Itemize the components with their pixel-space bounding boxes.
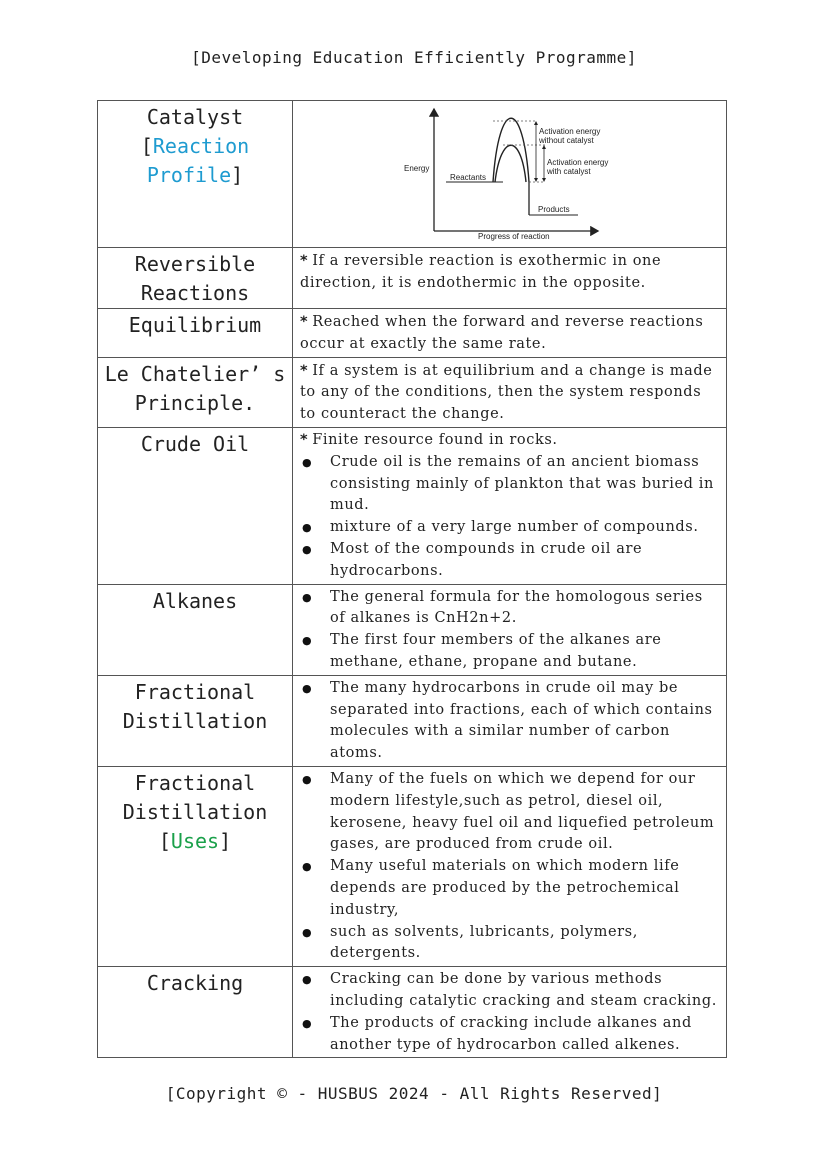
list-item: ● Cracking can be done by various methods including catalytic cracking and steam cracking. [300, 969, 720, 1013]
table-row-catalyst [98, 101, 727, 248]
list-item: ● The many hydrocarbons in crude oil may be separated into fractions, each of which contains molecules with a similar number of carbon atoms. [300, 678, 720, 765]
table-row-cracking [98, 967, 727, 1058]
term-cell: Catalyst [Reaction Profile] [98, 101, 293, 248]
page-header: [Developing Education Efficiently Programme] [191, 48, 637, 67]
chemistry-notes-table [97, 100, 727, 1058]
term-highlight-profile: Profile [146, 163, 232, 187]
list-item: ● mixture of a very large number of compounds. [300, 517, 720, 539]
bullet-list [300, 769, 720, 965]
table-row-fractional-distillation [98, 675, 727, 766]
star-marker: * [300, 431, 309, 448]
reaction-profile-diagram-cell [293, 101, 727, 248]
term-cell: Reversible Reactions [98, 248, 293, 309]
definition-cell [293, 967, 727, 1058]
reactants-label: Reactants [450, 173, 487, 182]
definition-cell: * If a reversible reaction is exothermic in one direction, it is endothermic in the opposite. [293, 248, 727, 309]
term-cell: Fractional Distillation [98, 675, 293, 766]
table-row-alkanes [98, 584, 727, 675]
label-with-catalyst-2: with catalyst [547, 167, 591, 176]
definition-cell: * Reached when the forward and reverse reactions occur at exactly the same rate. [293, 309, 727, 358]
term-catalyst: Catalyst [146, 105, 244, 129]
list-item: ● Many of the fuels on which we depend for our modern lifestyle,such as petrol, diesel oil, kerosene, heavy fuel oil and liquefied petroleum gases, are produced from crude oil. [300, 769, 720, 856]
label-without-catalyst-2: without catalyst [539, 136, 594, 145]
bullet-list [300, 587, 720, 674]
list-item: ● such as solvents, lubricants, polymers, detergents. [300, 922, 720, 966]
star-marker: * [300, 314, 309, 330]
table-row-reversible [98, 248, 727, 309]
list-item: ● Many useful materials on which modern life depends are produced by the petrochemical industry, [300, 856, 720, 921]
term-cell: Fractional Distillation [Uses] [98, 766, 293, 966]
table-row-equilibrium [98, 309, 727, 358]
term-cell: Equilibrium [98, 309, 293, 358]
list-item: ● The first four members of the alkanes are methane, ethane, propane and butane. [300, 630, 720, 674]
list-item: ● Most of the compounds in crude oil are hydrocarbons. [300, 539, 720, 583]
list-item: ● The general formula for the homologous series of alkanes is CnH2n+2. [300, 587, 720, 631]
term-cell: Le Chatelier’ s Principle. [98, 357, 293, 427]
table-row-fractional-distillation-uses [98, 766, 727, 966]
bullet-list [300, 678, 720, 765]
list-item: ● Crude oil is the remains of an ancient biomass consisting mainly of plankton that was buried in mud. [300, 452, 720, 517]
reaction-profile-diagram [293, 101, 727, 247]
page-footer: [Copyright © - HUSBUS 2024 - All Rights Reserved] [165, 1084, 663, 1103]
label-without-catalyst-1: Activation energy [539, 127, 601, 136]
star-marker: * [300, 362, 309, 379]
bullet-list [300, 452, 720, 583]
table-row-le-chatelier [98, 357, 727, 427]
definition-cell: * Finite resource found in rocks. ● Crude oil is the remains of an ancient biomass consisting mainly of plankton that was buried in mud. ● mixture of a very large number of compounds. ● Most of the compounds in crude oil are hydrocarbons. [293, 427, 727, 584]
table-row-crude-oil [98, 427, 727, 584]
curve-without-catalyst [493, 118, 529, 182]
definition-cell [293, 766, 727, 966]
term-cell: Alkanes [98, 584, 293, 675]
y-axis-label: Energy [404, 164, 430, 173]
term-highlight-uses: Uses [170, 828, 220, 853]
definition-cell: * If a system is at equilibrium and a change is made to any of the conditions, then the system responds to counteract the change. [293, 357, 727, 427]
star-marker: * [300, 253, 309, 269]
definition-cell [293, 584, 727, 675]
definition-cell [293, 675, 727, 766]
label-with-catalyst-1: Activation energy [547, 158, 609, 167]
bullet-list [300, 969, 720, 1056]
products-label: Products [538, 205, 570, 214]
term-highlight-reaction: Reaction [152, 134, 250, 158]
x-axis-label: Progress of reaction [478, 232, 550, 241]
curve-with-catalyst [495, 145, 526, 182]
list-item: ● The products of cracking include alkanes and another type of hydrocarbon called alkenes. [300, 1013, 720, 1057]
term-cell: Crude Oil [98, 427, 293, 584]
term-cell: Cracking [98, 967, 293, 1058]
